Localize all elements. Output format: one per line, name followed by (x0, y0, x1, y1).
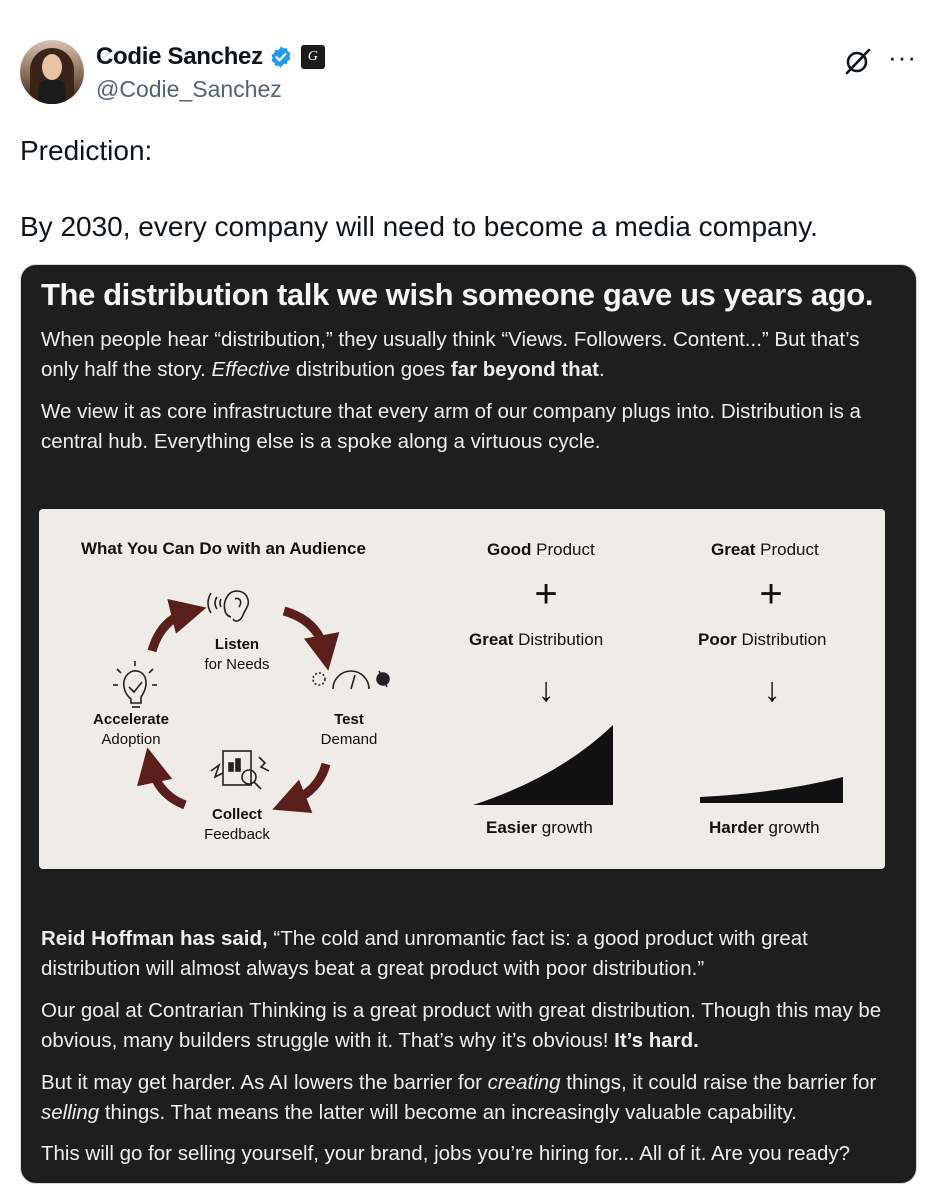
right-top-label: Great Product (711, 540, 819, 559)
image-paragraph-6: This will go for selling yourself, your brand, jobs you’re hiring for... All of it. Are you ready? (41, 1142, 850, 1165)
cycle-arrow-bottom-right (289, 764, 326, 803)
tweet-header (20, 40, 917, 110)
cycle-step-collect: Collect Feedback (204, 806, 270, 843)
image-title: The distribution talk we wish someone gave us years ago. (41, 277, 874, 312)
organization-badge-icon[interactable]: G (301, 45, 325, 69)
lightbulb-icon (113, 661, 157, 707)
cycle-title: What You Can Do with an Audience (81, 539, 366, 558)
attached-image[interactable] (20, 264, 917, 1184)
author-name[interactable]: Codie Sanchez (96, 43, 263, 70)
tweet-line-2: By 2030, every company will need to become a media company. (20, 211, 818, 242)
tweet-line-1: Prediction: (20, 135, 153, 166)
left-mid-label: Great Distribution (469, 630, 604, 649)
cycle-arrow-bottom-left (151, 765, 185, 805)
left-down-arrow-icon: ↓ (537, 671, 555, 709)
image-paragraph-4: Our goal at Contrarian Thinking is a great product with great distribution. Though this may be obvious, many builders struggle with it. That’s why it’s obvious! It’s hard. (41, 999, 882, 1052)
image-paragraph-3: Reid Hoffman has said, “The cold and unromantic fact is: a good product with great distribution will almost always beat a great product with poor distribution.” (41, 927, 808, 980)
ear-sound-icon (208, 591, 248, 621)
right-bottom-label: Harder growth (709, 818, 820, 837)
cycle-step-test: Test Demand (320, 711, 378, 748)
slashed-circle-icon[interactable] (843, 46, 873, 76)
left-bottom-label: Easier growth (486, 818, 593, 837)
author-handle[interactable]: @Codie_Sanchez (96, 76, 282, 102)
avatar[interactable] (20, 40, 84, 104)
author-name-row (96, 43, 325, 71)
harder-growth-curve (700, 777, 843, 803)
cycle-step-accelerate: Accelerate Adoption (93, 711, 169, 748)
gauge-icon (313, 671, 389, 689)
image-paragraph-1: When people hear “distribution,” they usually think “Views. Followers. Content...” But that’s only half the story. Effective distribution goes far beyond that. (41, 328, 860, 381)
right-mid-label: Poor Distribution (698, 630, 827, 649)
image-paragraph-5: But it may get harder. As AI lowers the barrier for creating things, it could raise the barrier for selling things. That means the latter will become an increasingly valuable capability. (41, 1071, 877, 1124)
tweet-text (20, 132, 910, 246)
right-plus-icon: + (759, 572, 783, 616)
more-options-icon[interactable]: ··· (888, 42, 917, 72)
left-plus-icon: + (534, 572, 558, 616)
image-paragraph-2: We view it as core infrastructure that every arm of our company plugs into. Distribution is a central hub. Everything else is a spoke along a virtuous cycle. (41, 400, 861, 453)
report-magnifier-icon (211, 751, 269, 789)
left-top-label: Good Product (487, 540, 595, 559)
right-down-arrow-icon: ↓ (763, 671, 781, 709)
verified-badge-icon[interactable] (269, 45, 293, 69)
diagram-panel (39, 509, 885, 869)
cycle-step-listen: Listen for Needs (204, 636, 270, 673)
easier-growth-curve (473, 725, 613, 805)
